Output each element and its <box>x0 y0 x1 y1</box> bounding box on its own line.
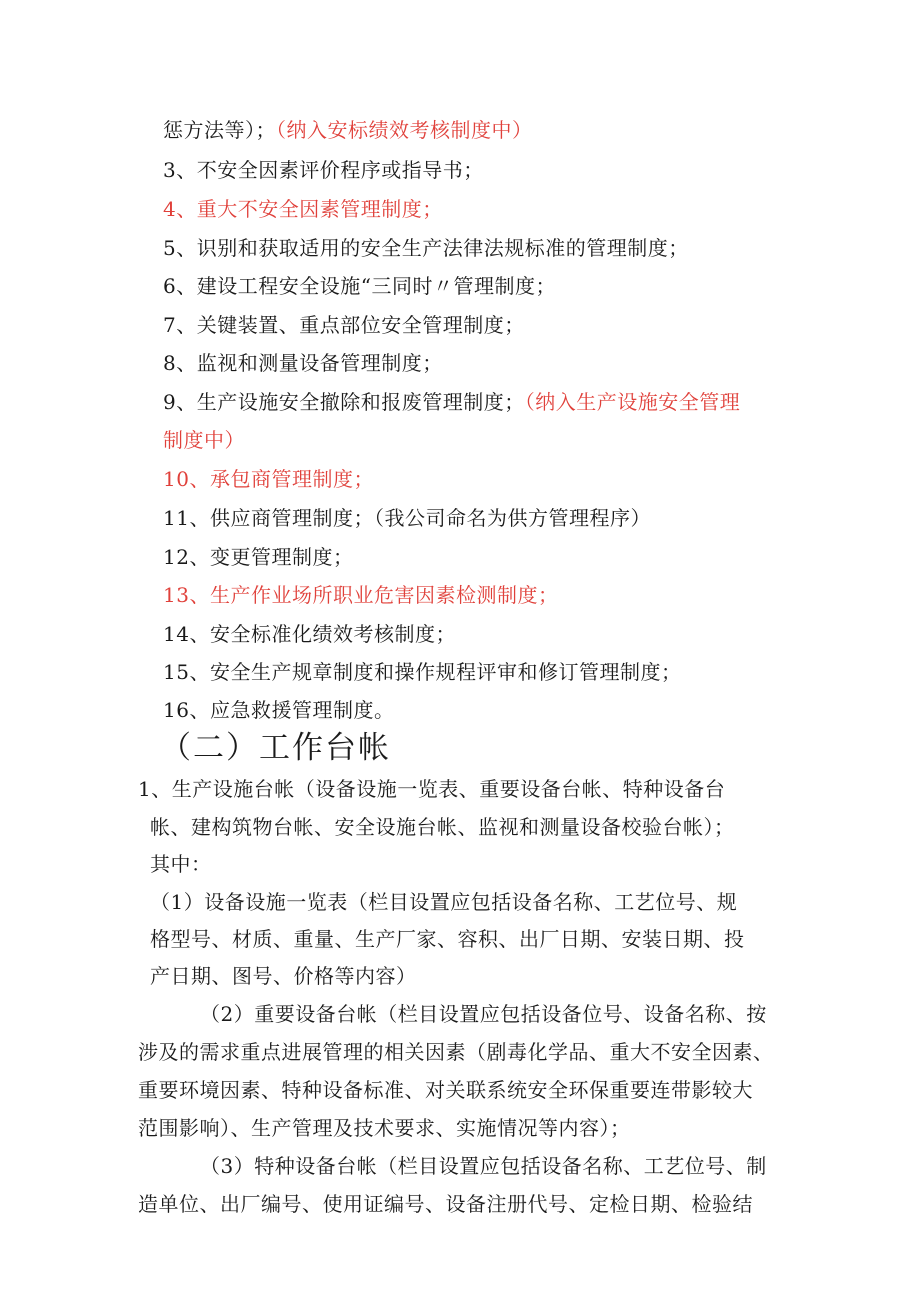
subitem-2-line-1: （2）重要设备台帐（栏目设置应包括设备位号、设备名称、按 <box>200 1002 767 1026</box>
list-item-11: 11、供应商管理制度；（我公司命名为供方管理程序） <box>163 506 651 530</box>
subitem-3-line-1: （3）特种设备台帐（栏目设置应包括设备名称、工艺位号、制 <box>200 1154 767 1178</box>
paragraph-1-line-2: 帐、建构筑物台帐、安全设施台帐、监视和测量设备校验台帐）； <box>150 815 735 839</box>
section-heading: （二）工作台帐 <box>160 730 391 766</box>
list-item-5: 5、识别和获取适用的安全生产法律法规标准的管理制度； <box>163 236 689 260</box>
list-item-4: 4、重大不安全因素管理制度； <box>163 197 443 221</box>
subitem-2-line-2: 涉及的需求重点进展管理的相关因素（剧毒化学品、重大不安全因素、 <box>138 1040 774 1064</box>
continuation-text: 惩方法等）； <box>163 118 276 142</box>
list-item-9 <box>163 389 740 415</box>
list-item-8: 8、监视和测量设备管理制度； <box>163 351 443 375</box>
subitem-2-line-3: 重要环境因素、特种设备标准、对关联系统安全环保重要连带影较大 <box>138 1078 753 1102</box>
list-item-7: 7、关键装置、重点部位安全管理制度； <box>163 313 525 337</box>
paragraph-1-line-1: 1、生产设施台帐（设备设施一览表、重要设备台帐、特种设备台 <box>138 777 726 801</box>
list-item-15: 15、安全生产规章制度和操作规程评审和修订管理制度； <box>163 660 682 684</box>
list-item-10: 10、承包商管理制度； <box>163 467 374 491</box>
list-item-16: 16、应急救援管理制度。 <box>163 698 395 722</box>
paragraph-1-line-3: 其中： <box>150 852 212 876</box>
subitem-1-line-3: 产日期、图号、价格等内容） <box>150 964 417 988</box>
list-item-12: 12、变更管理制度； <box>163 545 354 569</box>
subitem-1-line-2: 格型号、材质、重量、生产厂家、容积、出厂日期、安装日期、投 <box>150 927 745 951</box>
subitem-2-line-4: 范围影响）、生产管理及技术要求、实施情况等内容）； <box>138 1116 631 1140</box>
list-item-9-note-red: （纳入生产设施安全管理 <box>524 390 741 414</box>
list-item-9-note-continued: 制度中） <box>163 428 245 452</box>
list-item-14: 14、安全标准化绩效考核制度； <box>163 622 456 646</box>
subitem-3-line-2: 造单位、出厂编号、使用证编号、设备注册代号、定检日期、检验结 <box>138 1192 753 1216</box>
subitem-1-line-1: （1）设备设施一览表（栏目设置应包括设备名称、工艺位号、规 <box>150 890 738 914</box>
list-item-6: 6、建设工程安全设施“三同时〃管理制度； <box>163 274 556 298</box>
list-item-continuation <box>163 117 533 143</box>
list-item-13: 13、生产作业场所职业危害因素检测制度； <box>163 583 559 607</box>
list-item-3: 3、不安全因素评价程序或指导书； <box>163 158 484 182</box>
list-item-9-text: 9、生产设施安全撤除和报废管理制度； <box>163 390 525 414</box>
continuation-note-red: （纳入安标绩效考核制度中） <box>276 118 533 142</box>
